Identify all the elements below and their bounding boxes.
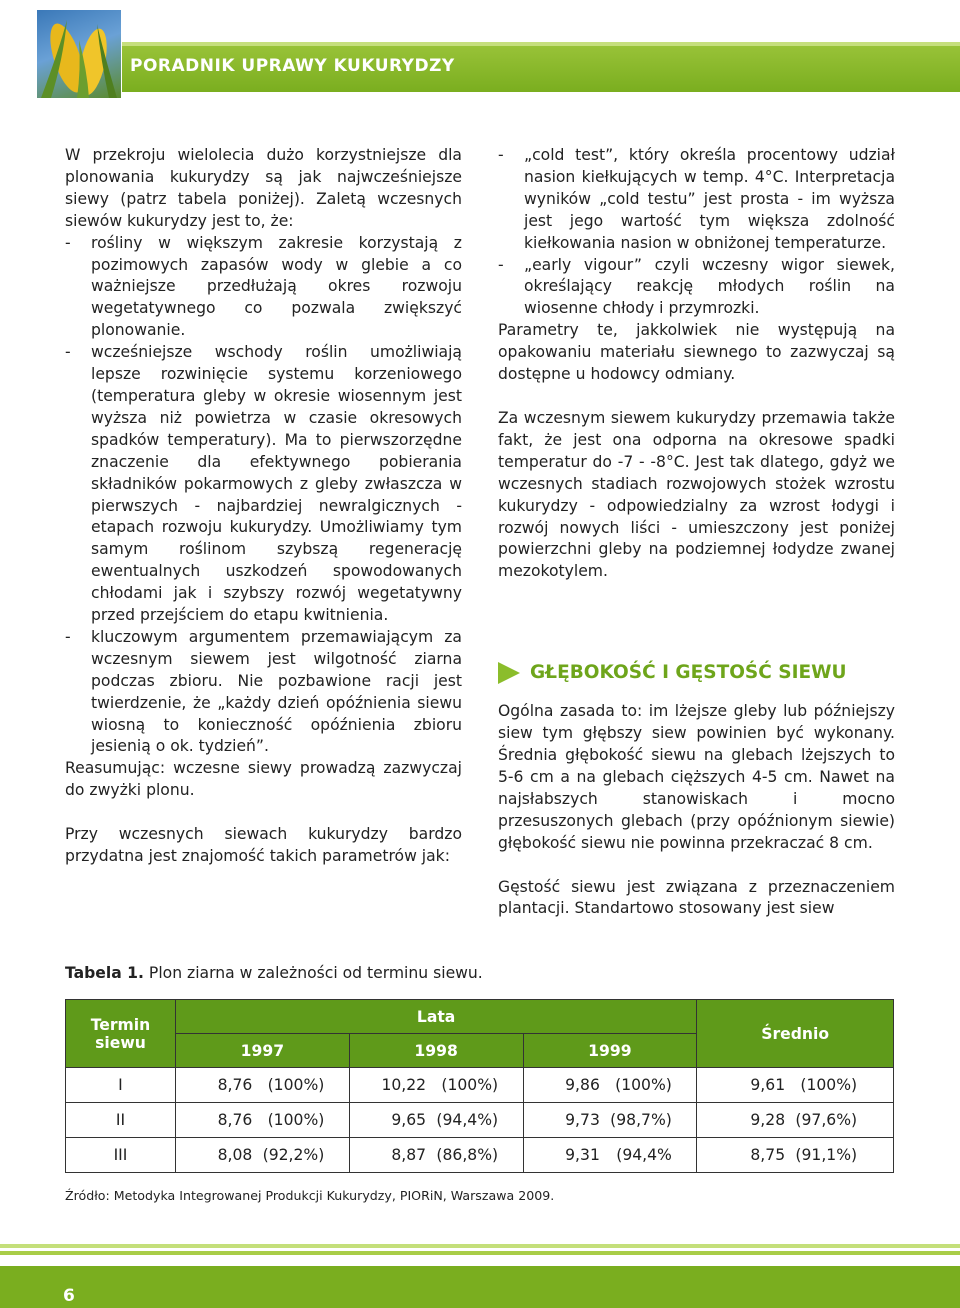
bullet-dash: - xyxy=(65,233,71,252)
table-cell: 9,65 (94,4%) xyxy=(349,1103,523,1138)
paragraph: Parametry te, jakkolwiek nie występują na opakowaniu materiału siewnego to zazwyczaj są dostępne u hodowcy odmiany. xyxy=(498,321,895,384)
table-caption xyxy=(65,964,483,982)
list-item-text: rośliny w większym zakresie korzystają z pozimowych zapasów wody w glebie a co ważniejsze przedłużają okres rozwoju wegetatywnego co pozwala zwiększyć plonowanie. xyxy=(91,233,462,340)
bullet-dash: - xyxy=(498,255,504,274)
list-item-text: „early vigour” czyli wczesny wigor siewek, określający reakcję młodych roślin na wiosenne chłody i przymrozki. xyxy=(524,255,895,318)
table-cell: 9,61 (100%) xyxy=(697,1068,894,1103)
table-cell: 9,73 (98,7%) xyxy=(523,1103,697,1138)
table-header-year: 1998 xyxy=(349,1034,523,1068)
paragraph: Reasumując: wczesne siewy prowadzą zazwyczaj do zwyżki plonu. xyxy=(65,759,462,800)
table-cell-term: II xyxy=(66,1103,176,1138)
list-item xyxy=(498,255,895,321)
list-item-text: wcześniejsze wschody roślin umożliwiają lepsze rozwinięcie systemu korzeniowego (temperatura gleby w okresie wiosennym jest wyższa niż powietrza w czasie okresowych spadków temperatury). Ma to pierwszorzędne znaczenie dla efektywnego pobierania składników pokarmowych z gleby zwłaszcza w pierwszych - najbardziej newralgicznych - etapach rozwoju kukurydzy. Umożliwiamy tym samym roślinom szybszą regenerację ewentualnych uszkodzeń spowodowanych chłodami jak i szybszy rozwój wegetatywny przed przejściem do etapu kwitnienia. xyxy=(91,343,462,625)
table-header-term: Termin siewu xyxy=(66,1000,176,1068)
table-cell: 8,76 (100%) xyxy=(175,1103,349,1138)
list-item-text: kluczowym argumentem przemawiającym za wczesnym siewem jest wilgotność ziarna podczas zbioru. Nie pozbawione racji jest twierdzenie, że „każdy dzień opóźnienia siewu wiosną to konieczność opóźnienia zbioru jesienią o ok. tydzień”. xyxy=(91,627,462,756)
paragraph: Za wczesnym siewem kukurydzy przemawia także fakt, że jest ona odporna na okresowe spadki temperatur do -7 - -8°C. Jest tak dlatego, gdyż we wczesnych stadiach rozwojowych stożek wzrostu kukurydzy - odpowiedzialny za wzrost łodygi i rozwój nowych liści - umieszczony jest poniżej powierzchni gleby na podziemnej łodydze zwanej mezokotylem. xyxy=(498,408,895,581)
table-cell: 8,08 (92,2%) xyxy=(175,1138,349,1173)
source-note: Źródło: Metodyka Integrowanej Produkcji Kukurydzy, PIORiN, Warszawa 2009. xyxy=(65,1188,555,1203)
section-heading-text: GŁĘBOKOŚĆ I GĘSTOŚĆ SIEWU xyxy=(530,662,847,684)
table-row xyxy=(66,1103,894,1138)
list-item-text: „cold test”, który określa procentowy udział nasion kiełkujących w temp. 4°C. Interpretacja wyników „cold testu” jest prosta - im wyższa jest jego wartość tym większa zdolność kiełkowania nasion w obniżonej temperaturze. xyxy=(524,146,895,252)
footer-stripes xyxy=(0,1244,960,1258)
table-cell-term: III xyxy=(66,1138,176,1173)
table-cell: 10,22 (100%) xyxy=(349,1068,523,1103)
paragraph: Przy wczesnych siewach kukurydzy bardzo przydatna jest znajomość takich parametrów jak: xyxy=(65,825,462,866)
section-heading xyxy=(498,653,895,693)
table-cell: 8,76 (100%) xyxy=(175,1068,349,1103)
bullet-dash: - xyxy=(65,627,71,646)
bullet-dash: - xyxy=(65,343,71,362)
table-cell: 9,86 (100%) xyxy=(523,1068,697,1103)
list-item xyxy=(498,145,895,255)
table-caption-text: Plon ziarna w zależności od terminu siewu. xyxy=(143,964,483,982)
table-header-years: Lata xyxy=(175,1000,696,1034)
list-item xyxy=(65,342,462,627)
header-title: PORADNIK UPRAWY KUKURYDZY xyxy=(130,56,455,76)
table-header-year: 1999 xyxy=(523,1034,697,1068)
left-column xyxy=(65,145,462,868)
right-column xyxy=(498,145,895,920)
footer-bar xyxy=(0,1266,960,1308)
table-row xyxy=(66,1138,894,1173)
list-item xyxy=(65,233,462,343)
table-header-average: Średnio xyxy=(697,1000,894,1068)
corn-cob-icon xyxy=(37,10,121,98)
header-corn-photo xyxy=(37,10,121,98)
paragraph: W przekroju wielolecia dużo korzystniejsze dla plonowania kukurydzy są jak najwcześniejsze siewy (patrz tabela poniżej). Zaletą wczesnych siewów kukurydzy jest to, że: xyxy=(65,146,462,230)
bullet-dash: - xyxy=(498,146,504,164)
paragraph: Ogólna zasada to: im lżejsze gleby lub późniejszy siew tym głębszy siew powinien być wykonany. Średnia głębokość siewu na glebach lżejszych to 5-6 cm a na glebach cięższych 4-5 cm. Nawet na najsłabszych stanowiskach i mocno przesuszonych glebach (przy opóźnionym siewie) głębokość siewu nie powinna przekraczać 8 cm. xyxy=(498,702,895,852)
triangle-bullet-icon xyxy=(498,662,520,684)
table-cell: 8,75 (91,1%) xyxy=(697,1138,894,1173)
yield-table xyxy=(65,999,894,1173)
table-cell: 9,31 (94,4% xyxy=(523,1138,697,1173)
page-number: 6 xyxy=(63,1286,75,1306)
table-caption-label: Tabela 1. xyxy=(65,964,144,982)
table-header-year: 1997 xyxy=(175,1034,349,1068)
table-cell: 9,28 (97,6%) xyxy=(697,1103,894,1138)
table-cell-term: I xyxy=(66,1068,176,1103)
paragraph: Gęstość siewu jest związana z przeznaczeniem plantacji. Standartowo stosowany jest siew xyxy=(498,877,895,918)
list-item xyxy=(65,627,462,758)
table-row xyxy=(66,1068,894,1103)
table-cell: 8,87 (86,8%) xyxy=(349,1138,523,1173)
